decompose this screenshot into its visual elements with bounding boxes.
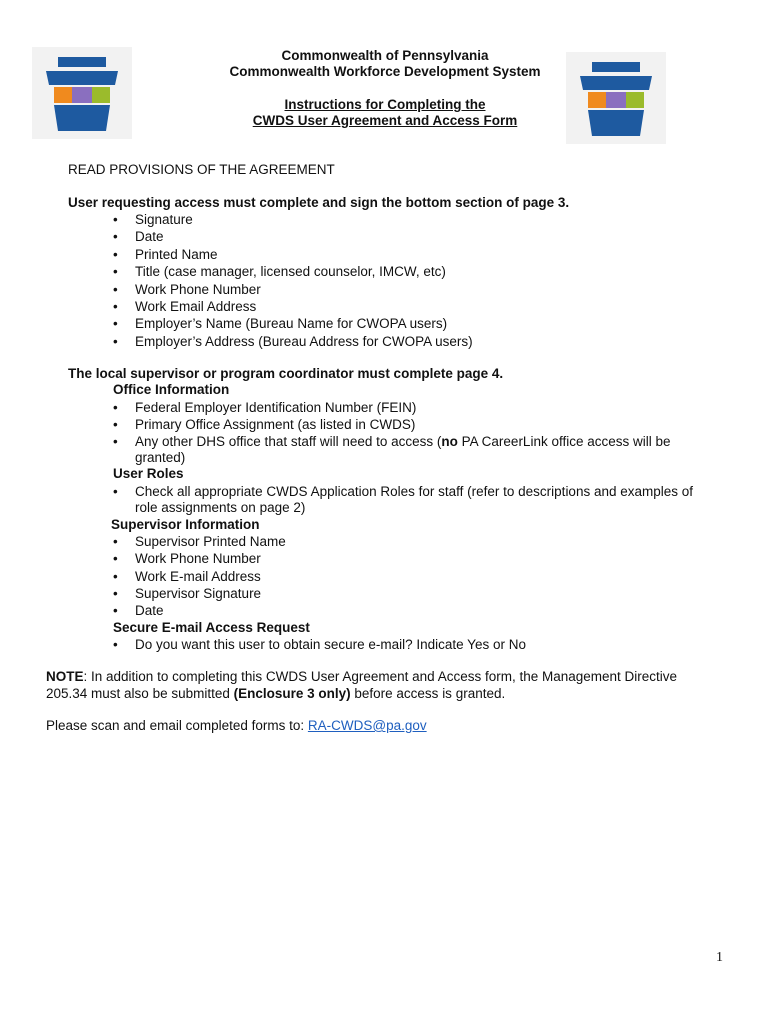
header-line-1: Commonwealth of Pennsylvania [281,48,489,63]
dhs-item-line-2: granted) [135,450,186,465]
list-item-text: Employer’s Address (Bureau Address for CWOPA users) [135,333,473,349]
email-link[interactable]: RA-CWDS@pa.gov [307,718,427,733]
secure-email-title: Secure E-mail Access Request [113,620,310,635]
list-item-text: Date [135,603,164,619]
list-item-text: Signature [135,212,193,227]
roles-item-line-1: Check all appropriate CWDS Application Roles for staff (refer to descriptions and examples of [135,484,694,499]
note-line-1: NOTE: In addition to completing this CWDS User Agreement and Access form, the Management Directive [46,669,678,684]
list-item-text: Work Phone Number [135,281,261,297]
scan-instructions: Please scan and email completed forms to: RA-CWDS@pa.gov [46,718,427,733]
office-information-title: Office Information [113,382,230,397]
user-roles-title: User Roles [113,466,184,481]
roles-item-line-2: role assignments on page 2) [135,500,306,515]
document-title-line-2: CWDS User Agreement and Access Form [252,113,518,128]
secure-email-item: Do you want this user to obtain secure e-mail? Indicate Yes or No [135,637,526,652]
list-item-text: Title (case manager, licensed counselor, IMCW, etc) [135,264,446,280]
dhs-item-bold: no [441,434,458,449]
note-label: NOTE [46,669,84,684]
supervisor-information-title: Supervisor Information [111,517,260,532]
list-item-text: Federal Employer Identification Number (FEIN) [135,400,417,415]
list-item-text: Primary Office Assignment (as listed in CWDS) [135,417,416,432]
dhs-item-prefix: Any other DHS office that staff will need to access ( [135,434,442,449]
list-item-text: Date [135,229,164,245]
list-item-text: Work E-mail Address [135,568,261,584]
list-item-text: Work Phone Number [135,551,261,567]
provisions-heading: READ PROVISIONS OF THE AGREEMENT [68,162,335,177]
enclosure-note: (Enclosure 3 only) [233,686,351,701]
note-line-2: 205.34 must also be submitted (Enclosure 3 only) before access is granted. [46,686,506,701]
document-title-line-1: Instructions for Completing the [284,97,486,112]
list-item-text: Supervisor Signature [135,585,262,601]
page-number: 1 [716,950,723,965]
supervisor-section-heading: The local supervisor or program coordinator must complete page 4. [68,366,504,381]
user-section-heading: User requesting access must complete and sign the bottom section of page 3. [68,195,570,210]
dhs-item-suffix: PA CareerLink office access will be [457,434,671,449]
list-item-text: Work Email Address [135,299,257,314]
list-item-text: Supervisor Printed Name [135,534,286,549]
list-item-text: Printed Name [135,246,218,262]
header-line-2: Commonwealth Workforce Development System [229,64,541,79]
list-item-text: Employer’s Name (Bureau Name for CWOPA users) [135,316,448,332]
